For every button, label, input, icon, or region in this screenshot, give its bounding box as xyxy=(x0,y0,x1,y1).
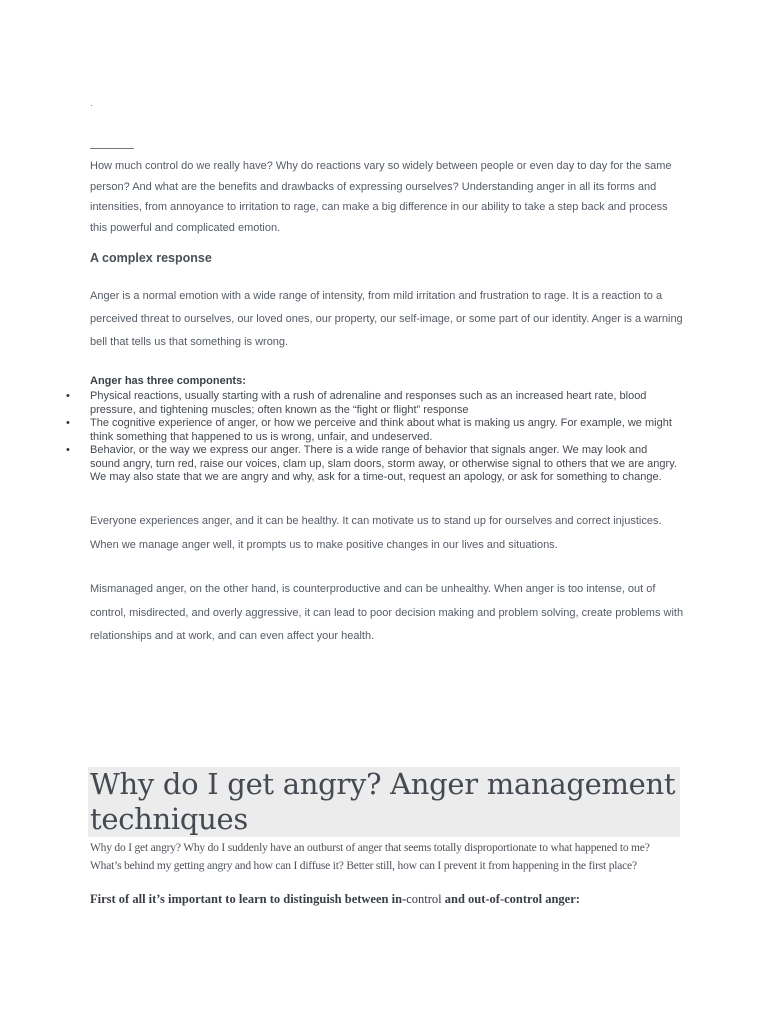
healthy-anger-paragraph: Everyone experiences anger, and it can be healthy. It can motivate us to stand up for ourselves and correct injustices. When we manage anger well, it prompts us to make positive changes in our lives and situations. xyxy=(90,515,662,551)
list-item-text: Physical reactions, usually starting with a rush of adrenaline and responses such as an increased heart rate, blood pressure, and tightening muscles; often known as the “fight or flight” response xyxy=(90,390,647,416)
mismanaged-anger-paragraph: Mismanaged anger, on the other hand, is counterproductive and can be unhealthy. When anger is too intense, out of control, misdirected, and overly aggressive, it can lead to poor decision making and problem solving, create problems with relationships and at work, and can even affect your health. xyxy=(90,583,684,642)
section-title: Why do I get angry? Anger management techniques xyxy=(90,767,676,836)
bullet-icon: • xyxy=(66,417,70,429)
intro-paragraph: How much control do we really have? Why do reactions vary so widely between people or even day to day for the same person? And what are the benefits and drawbacks of expressing ourselves? Understanding anger in all its forms and intensities, from annoyance to irritation to rage, can make a big difference in our ability to take a step back and process this powerful and complicated emotion. xyxy=(90,160,672,234)
list-item xyxy=(66,444,680,485)
stray-dot: . xyxy=(90,98,93,108)
list-item xyxy=(66,417,680,444)
why-angry-paragraph: Why do I get angry? Why do I suddenly have an outburst of anger that seems totally disproportionate to what happened to me? What’s behind my getting angry and how can I diffuse it? Better still, how can I prevent it from happening in the first place? xyxy=(90,842,650,872)
section-heading-complex-response: A complex response xyxy=(90,251,212,265)
distinguish-anger-line xyxy=(90,891,690,908)
components-label: Anger has three components: xyxy=(90,375,246,387)
components-list xyxy=(66,390,680,485)
distinguish-text-b: control xyxy=(406,892,442,906)
distinguish-text-a: First of all it’s important to learn to distinguish between in- xyxy=(90,892,407,906)
list-item xyxy=(66,390,680,417)
short-divider xyxy=(90,148,134,149)
distinguish-text-c: and out-of-control anger: xyxy=(441,892,580,906)
list-item-text: The cognitive experience of anger, or how we perceive and think about what is making us angry. For example, we might think something that happened to us is wrong, unfair, and undeserved. xyxy=(90,417,672,443)
list-item-text: Behavior, or the way we express our anger. There is a wide range of behavior that signals anger. We may look and sound angry, turn red, raise our voices, clam up, slam doors, storm away, or otherwise signal to others that we are angry. We may also state that we are angry and why, ask for a time-out, request an apology, or ask for something to change. xyxy=(90,444,677,483)
bullet-icon: • xyxy=(66,444,70,456)
complex-response-paragraph: Anger is a normal emotion with a wide range of intensity, from mild irritation and frustration to rage. It is a reaction to a perceived threat to ourselves, our loved ones, our property, our self-image, or some part of our identity. Anger is a warning bell that tells us that something is wrong. xyxy=(90,290,683,348)
bullet-icon: • xyxy=(66,390,70,402)
